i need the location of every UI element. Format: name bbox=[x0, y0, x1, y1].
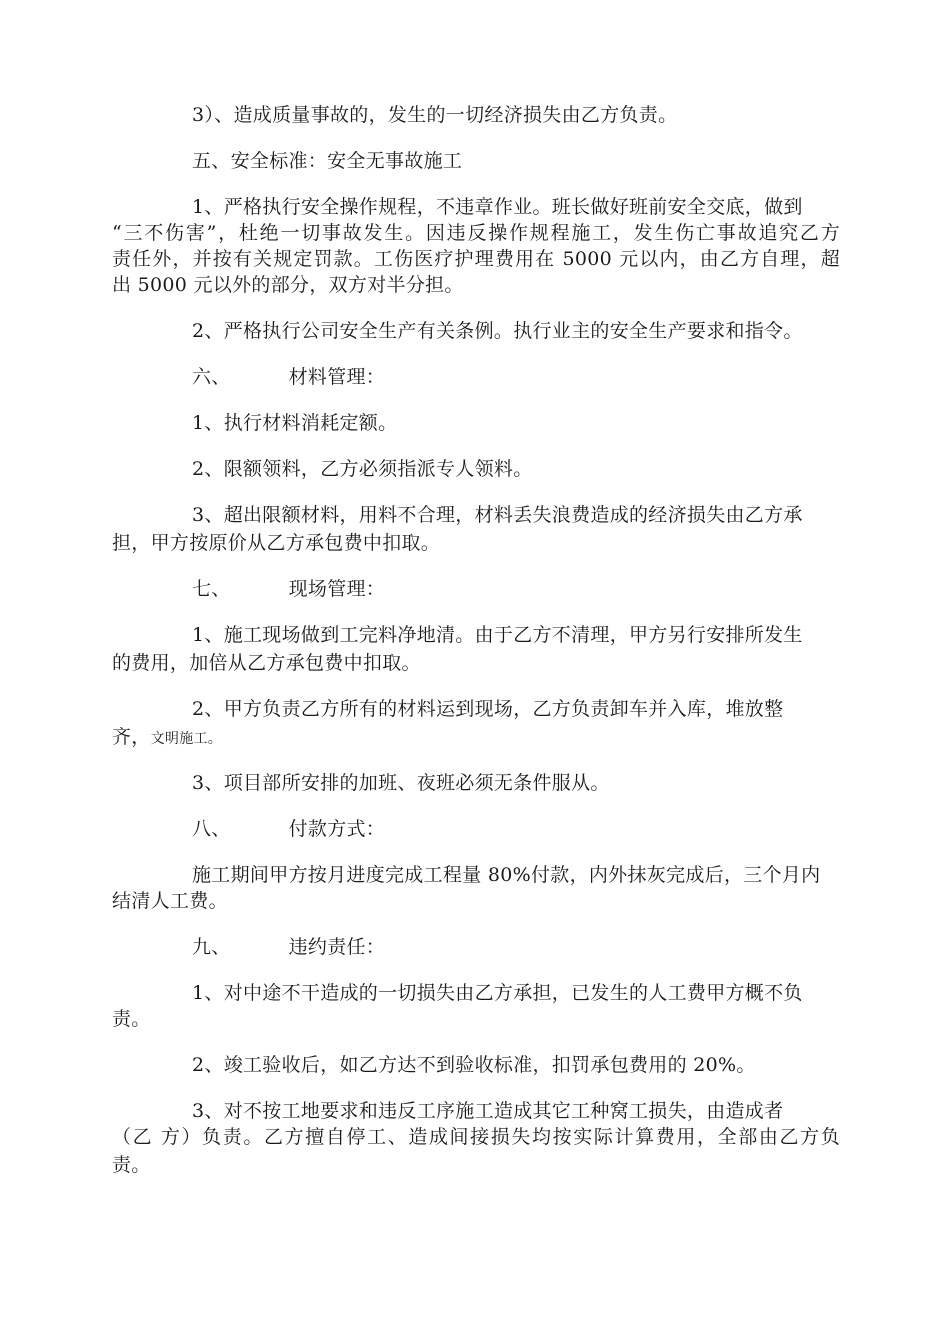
section-title: 付款方式： bbox=[288, 818, 386, 840]
section-heading-site bbox=[192, 575, 385, 603]
paragraph-site-1-line-2: 的费用，加倍从乙方承包费中扣取。 bbox=[112, 652, 421, 674]
section-title: 违约责任： bbox=[288, 936, 386, 958]
paragraph-payment-line-2: 结清人工费。 bbox=[112, 890, 228, 912]
paragraph-site-3: 3、项目部所安排的加班、夜班必须无条件服从。 bbox=[192, 772, 610, 794]
paragraph-breach-2: 2、竣工验收后，如乙方达不到验收标准，扣罚承包费用的 20%。 bbox=[192, 1054, 756, 1076]
section-number: 九、 bbox=[192, 936, 231, 958]
paragraph-safety-1-line-4: 出 5000 元以外的部分，双方对半分担。 bbox=[112, 274, 464, 296]
paragraph-site-2-line-1: 2、甲方负责乙方所有的材料运到现场，乙方负责卸车并入库，堆放整 bbox=[192, 698, 784, 720]
paragraph-safety-1-line-3: 责任外，并按有关规定罚款。工伤医疗护理费用在 5000 元以内，由乙方自理，超 bbox=[112, 248, 840, 270]
section-heading-breach bbox=[192, 933, 385, 961]
section-number: 八、 bbox=[192, 818, 231, 840]
paragraph-materials-1: 1、执行材料消耗定额。 bbox=[192, 412, 398, 434]
section-heading-materials bbox=[192, 363, 385, 391]
paragraph-safety-1-line-1: 1、严格执行安全操作规程，不违章作业。班长做好班前安全交底，做到 bbox=[192, 196, 803, 218]
section-title: 现场管理： bbox=[288, 578, 386, 600]
section-number: 七、 bbox=[192, 578, 231, 600]
paragraph-breach-1-line-1: 1、对中途不干造成的一切损失由乙方承担，已发生的人工费甲方概不负 bbox=[192, 982, 803, 1004]
paragraph-breach-3-line-3: 责。 bbox=[112, 1154, 151, 1176]
paragraph-breach-3-line-1: 3、对不按工地要求和违反工序施工造成其它工种窝工损失，由造成者 bbox=[192, 1100, 784, 1122]
paragraph-materials-2: 2、限额领料，乙方必须指派专人领料。 bbox=[192, 458, 533, 480]
paragraph-safety-1-line-2: “三不伤害”，杜绝一切事故发生。因违反操作规程施工，发生伤亡事故追究乙方 bbox=[112, 222, 840, 244]
paragraph-quality-accident: 3）、造成质量事故的，发生的一切经济损失由乙方负责。 bbox=[192, 104, 678, 126]
section-number: 六、 bbox=[192, 366, 231, 388]
paragraph-materials-3-line-2: 担，甲方按原价从乙方承包费中扣取。 bbox=[112, 532, 441, 554]
section-heading-safety: 五、安全标准：安全无事故施工 bbox=[192, 150, 463, 172]
text-run: 齐， bbox=[112, 726, 151, 748]
paragraph-site-1-line-1: 1、施工现场做到工完料净地清。由于乙方不清理，甲方另行安排所发生 bbox=[192, 624, 803, 646]
section-title: 材料管理： bbox=[288, 366, 386, 388]
paragraph-materials-3-line-1: 3、超出限额材料，用料不合理，材料丢失浪费造成的经济损失由乙方承 bbox=[192, 504, 803, 526]
paragraph-payment-line-1: 施工期间甲方按月进度完成工程量 80%付款，内外抹灰完成后，三个月内 bbox=[192, 864, 821, 886]
text-run-small: 文明施工。 bbox=[150, 731, 223, 747]
paragraph-site-2-line-2 bbox=[112, 723, 222, 753]
paragraph-safety-2: 2、严格执行公司安全生产有关条例。执行业主的安全生产要求和指令。 bbox=[192, 320, 803, 342]
paragraph-breach-3-line-2: （乙 方）负责。乙方擅自停工、造成间接损失均按实际计算费用，全部由乙方负 bbox=[112, 1126, 840, 1148]
section-heading-payment bbox=[192, 815, 385, 843]
paragraph-breach-1-line-2: 责。 bbox=[112, 1008, 151, 1030]
